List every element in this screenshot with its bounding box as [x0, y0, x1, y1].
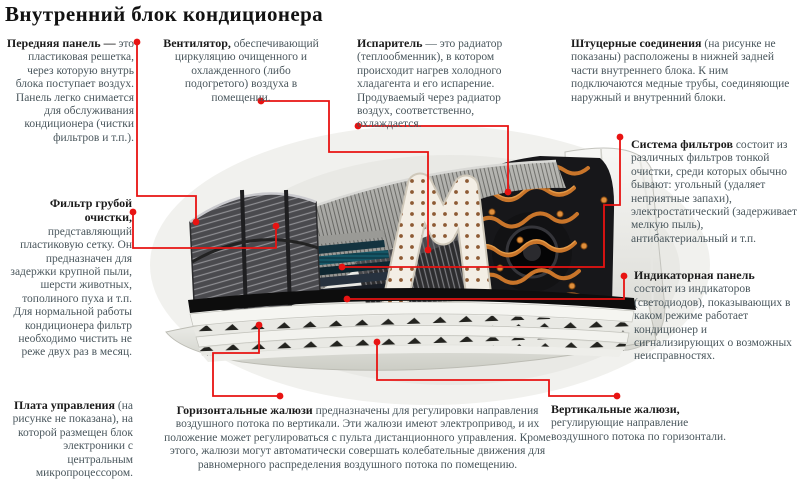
- callout-vertical-louvers-title: Вертикальные жалюзи,: [551, 402, 680, 416]
- callout-filter-system-title: Система фильтров: [631, 137, 733, 151]
- callout-filter-system-body: состоит из различных фильтров тонкой очистки, среди которых обычно бывают: угольный (удаляет неприятные запахи), электростатический (задерживает мелкую пыль), антибактериальный и т.п.: [631, 139, 798, 245]
- callout-fan-body: обеспечивающий циркуляцию очищенного и охлажденного (либо подогретого) воздуха в помещении.: [174, 38, 319, 104]
- callout-front-panel: [2, 37, 134, 145]
- callout-vertical-louvers-body: регулирующие направление воздушного потока по горизонтали.: [551, 417, 727, 443]
- callout-vertical-louvers: [551, 403, 727, 444]
- callout-horizontal-louvers-title: Горизонтальные жалюзи: [176, 403, 313, 417]
- callout-control-board-title: Плата управления: [13, 398, 116, 412]
- callout-fittings-body: (на рисунке не показаны) расположены в нижней задней части внутреннего блока. К ним подключаются медные трубы, соединяющие наружный и внутренний блоки.: [571, 38, 790, 104]
- callout-indicator-panel-title: Индикаторная панель: [634, 268, 755, 282]
- callout-evaporator: [357, 37, 533, 132]
- callout-coarse-filter-title: Фильтр грубой очистки,: [49, 196, 132, 225]
- callout-indicator-panel: [634, 269, 794, 364]
- callout-fan-title: Вентилятор,: [163, 36, 231, 50]
- callout-evaporator-title: Испаритель: [357, 36, 423, 50]
- callout-control-board: [2, 399, 133, 480]
- callout-fittings-title: Штуцерные соединения: [571, 36, 702, 50]
- callout-filter-system: [631, 138, 799, 246]
- callout-front-panel-body: это пластиковая решетка, через которую внутрь блока поступает воздух. Панель легко снимается для обслуживания кондиционера (чистки фильтров и т.п.).: [15, 38, 134, 144]
- callout-evaporator-body: — это радиатор (теплообменник), в котором происходит нагрев холодного хладагента и его испарение. Продуваемый через радиатор воздух, соответственно, охлаждается.: [357, 38, 503, 131]
- callout-fan: [159, 37, 323, 105]
- callout-coarse-filter: [2, 197, 132, 360]
- callout-front-panel-title: Передняя панель —: [6, 36, 116, 50]
- callout-horizontal-louvers: [161, 404, 554, 472]
- callout-control-board-body: (на рисунке не показана), на которой размещен блок электроники с центральным микропроцессором.: [12, 400, 133, 480]
- callout-coarse-filter-body: представляющий пластиковую сетку. Он предназначен для задержки крупной пыли, шерсти животных, тополиного пуха и т.п. Для нормальной работы кондиционера фильтр необходимо чистить не реже двух раз в месяц.: [10, 225, 132, 359]
- callout-horizontal-louvers-body: предназначены для регулировки направления воздушного потока по вертикали. Эти жалюзи имеют электропривод, и их положение может регулироваться с пульта дистанционного управления. Кроме этого, жалюзи могут автоматически совершать колебательные движения для равномерного распределения воздушного потока по помещению.: [164, 405, 551, 471]
- callout-indicator-panel-body: состоит из индикаторов (светодиодов), показывающих в каком режиме работает кондиционер и сигнализирующих о возможных неисправностях.: [634, 283, 792, 363]
- page-title: Внутренний блок кондиционера: [5, 2, 324, 26]
- callout-fittings: [571, 37, 800, 105]
